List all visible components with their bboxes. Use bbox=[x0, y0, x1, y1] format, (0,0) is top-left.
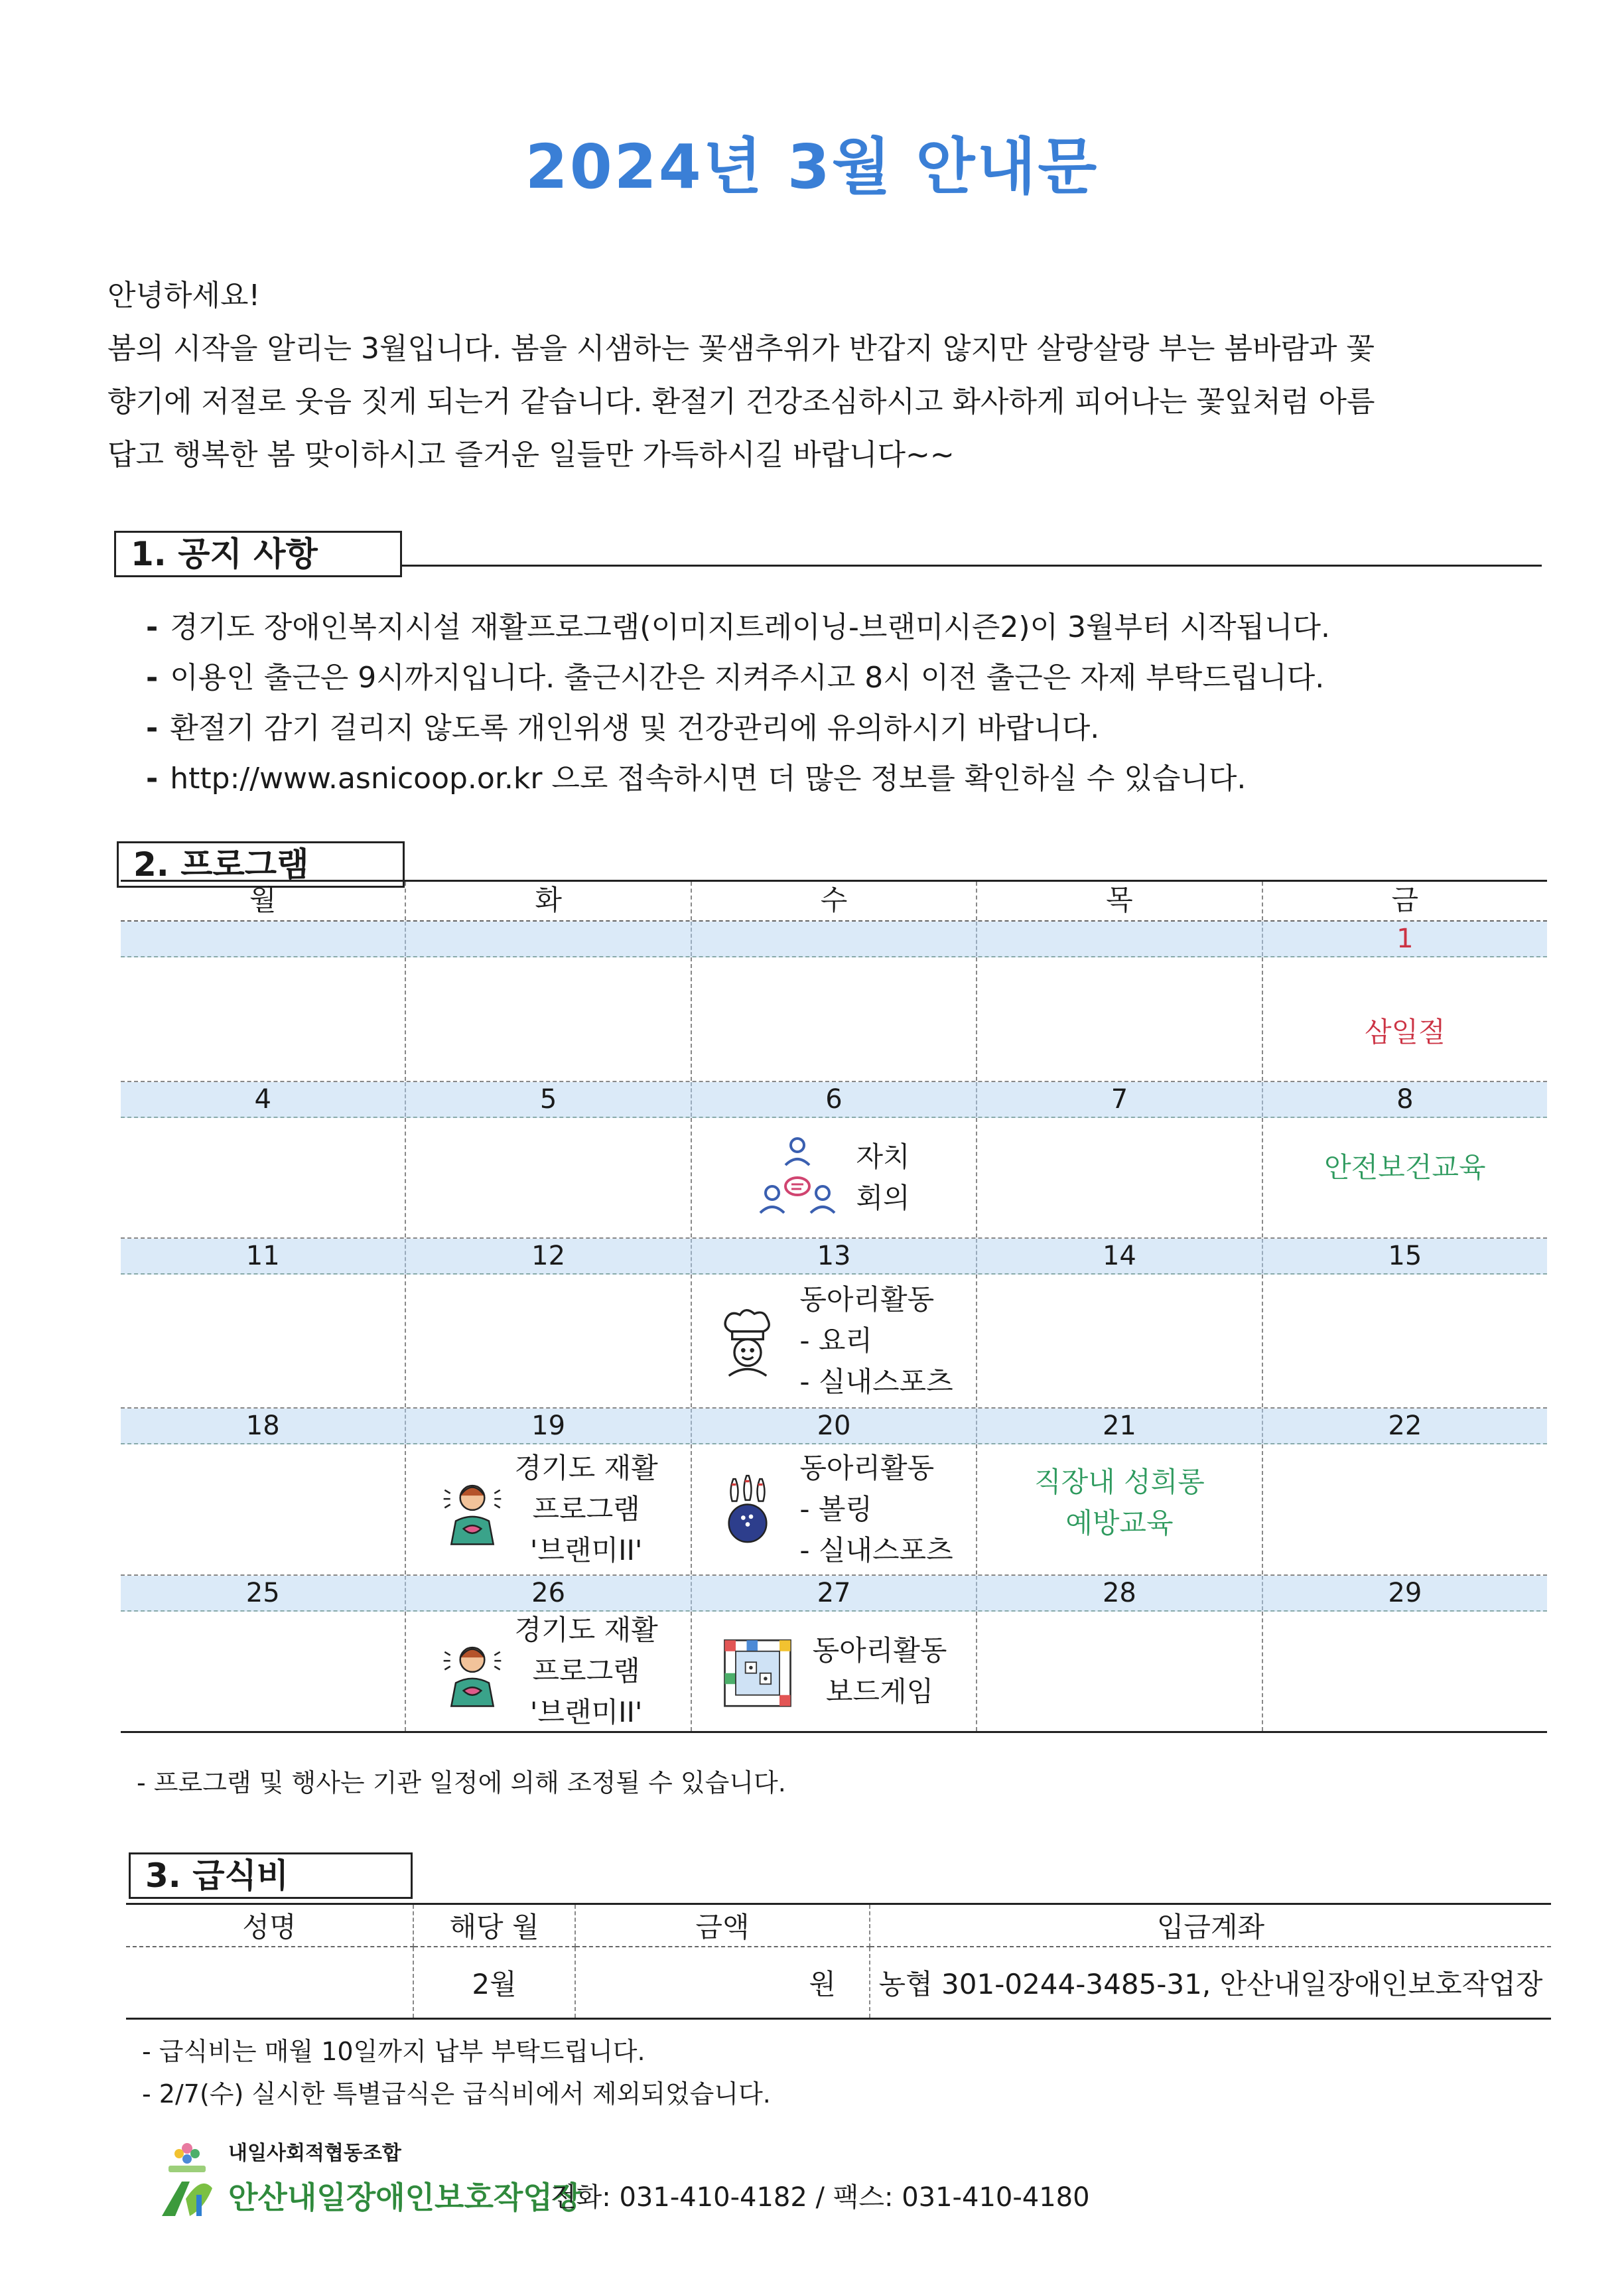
event-cell bbox=[406, 1118, 691, 1237]
program-heading: 2. 프로그램 bbox=[117, 841, 405, 888]
notice-item: - 경기도 장애인복지시설 재활프로그램(이미지트레이닝-브랜미시즌2)이 3월부터 시작됩니다. bbox=[146, 610, 1331, 644]
date-cell: 4 bbox=[121, 1082, 406, 1117]
organization-logo-icon bbox=[155, 2135, 219, 2221]
date-row bbox=[121, 1409, 1547, 1444]
holiday-label: 삼일절 bbox=[1364, 1016, 1446, 1048]
program-calendar bbox=[121, 880, 1547, 1733]
event-text: 자치 회의 bbox=[856, 1141, 910, 1214]
event-cell bbox=[692, 1118, 977, 1237]
date-row bbox=[121, 922, 1547, 957]
event-cell bbox=[692, 1444, 977, 1574]
program-note: - 프로그램 및 행사는 기관 일정에 의해 조정될 수 있습니다. bbox=[137, 1768, 786, 1797]
meeting-people-icon bbox=[758, 1135, 837, 1221]
cell-amount: 원 bbox=[575, 1947, 870, 2019]
date-cell: 21 bbox=[977, 1409, 1262, 1443]
event-text: 동아리활동 - 요리 - 실내스포츠 bbox=[799, 1283, 953, 1398]
date-cell: 13 bbox=[692, 1239, 977, 1273]
date-row bbox=[121, 1082, 1547, 1118]
event-text: 경기도 재활 프로그램 '브랜미II' bbox=[514, 1614, 658, 1728]
event-row bbox=[121, 1612, 1547, 1731]
date-cell: 20 bbox=[692, 1409, 977, 1443]
notice-item: - http://www.asnicoop.or.kr 으로 접속하시면 더 많은 정보를 확인하실 수 있습니다. bbox=[146, 762, 1247, 796]
calendar-week-4 bbox=[121, 1409, 1547, 1576]
notice-divider bbox=[402, 565, 1542, 567]
org-name: 안산내일장애인보호작업장 bbox=[228, 2180, 582, 2215]
calendar-week-2 bbox=[121, 1082, 1547, 1239]
harassment-education-label: 직장내 성희롱 예방교육 bbox=[1034, 1466, 1205, 1539]
intro-line-1: 봄의 시작을 알리는 3월입니다. 봄을 시샘하는 꽃샘추위가 반갑지 않지만 살랑살랑 부는 봄바람과 꽃 bbox=[107, 332, 1375, 366]
event-row bbox=[121, 957, 1547, 1081]
table-row bbox=[126, 1947, 1551, 2019]
event-cell bbox=[977, 957, 1262, 1081]
col-header-account: 입금계좌 bbox=[870, 1904, 1551, 1947]
event-cell bbox=[1263, 1444, 1547, 1574]
contact-info: 전화: 031-410-4182 / 팩스: 031-410-4180 bbox=[551, 2182, 1090, 2213]
date-cell: 18 bbox=[121, 1409, 406, 1443]
event-cell bbox=[977, 1444, 1262, 1574]
page-title: 2024년 3월 안내문 bbox=[525, 131, 1099, 202]
event-cell bbox=[121, 1275, 406, 1407]
date-cell bbox=[406, 922, 691, 956]
date-cell: 6 bbox=[692, 1082, 977, 1117]
event-row bbox=[121, 1118, 1547, 1237]
date-row bbox=[121, 1239, 1547, 1275]
event-cell bbox=[977, 1118, 1262, 1237]
date-cell: 25 bbox=[121, 1576, 406, 1610]
date-cell: 22 bbox=[1388, 1411, 1422, 1441]
event-cell bbox=[692, 957, 977, 1081]
meal-notes bbox=[142, 2030, 771, 2115]
event-row bbox=[121, 1444, 1547, 1574]
event-text: 경기도 재활 프로그램 '브랜미II' bbox=[514, 1452, 658, 1566]
meal-note: - 2/7(수) 실시한 특별급식은 급식비에서 제외되었습니다. bbox=[142, 2079, 771, 2109]
event-cell bbox=[692, 1612, 977, 1731]
event-cell bbox=[121, 1118, 406, 1237]
event-row bbox=[121, 1275, 1547, 1407]
event-cell bbox=[121, 1612, 406, 1731]
meal-note: - 급식비는 매월 10일까지 납부 부탁드립니다. bbox=[142, 2037, 645, 2066]
calendar-week-5 bbox=[121, 1576, 1547, 1733]
notice-heading: 1. 공지 사항 bbox=[114, 531, 402, 577]
event-cell bbox=[121, 957, 406, 1081]
date-cell: 19 bbox=[406, 1409, 691, 1443]
event-cell bbox=[121, 1444, 406, 1574]
date-cell bbox=[977, 922, 1262, 956]
weekday-fri: 금 bbox=[1391, 884, 1419, 916]
cell-account: 농협 301-0244-3485-31, 안산내일장애인보호작업장 bbox=[870, 1947, 1551, 2019]
event-cell bbox=[1263, 1612, 1547, 1731]
notice-item: - 환절기 감기 걸리지 않도록 개인위생 및 건강관리에 유의하시기 바랍니다. bbox=[146, 711, 1100, 745]
cell-name bbox=[126, 1947, 413, 2019]
brain-training-person-icon bbox=[439, 1466, 506, 1553]
event-cell bbox=[406, 1275, 691, 1407]
date-cell: 28 bbox=[977, 1576, 1262, 1610]
event-cell bbox=[1263, 957, 1547, 1081]
bowling-icon bbox=[714, 1466, 781, 1553]
date-cell: 15 bbox=[1388, 1241, 1422, 1271]
meal-fee-table bbox=[126, 1903, 1551, 2020]
brain-training-person-icon bbox=[439, 1628, 506, 1714]
event-text: 동아리활동 보드게임 bbox=[812, 1634, 947, 1708]
safety-education-label: 안전보건교육 bbox=[1324, 1151, 1486, 1184]
notice-list bbox=[146, 602, 1552, 804]
col-header-month: 해당 월 bbox=[413, 1904, 575, 1947]
weekday-thu: 목 bbox=[977, 882, 1262, 920]
cell-month: 2월 bbox=[413, 1947, 575, 2019]
weekday-wed: 수 bbox=[692, 882, 977, 920]
date-cell: 8 bbox=[1396, 1084, 1414, 1115]
intro-text bbox=[107, 269, 1534, 482]
col-header-name: 성명 bbox=[126, 1904, 413, 1947]
date-cell: 5 bbox=[406, 1082, 691, 1117]
event-cell bbox=[1263, 1275, 1547, 1407]
date-cell: 26 bbox=[406, 1576, 691, 1610]
website-link[interactable]: http://www.asnicoop.or.kr 으로 접속하시면 더 많은 정보를 확인하실 수 있습니다. bbox=[170, 762, 1247, 796]
board-game-icon bbox=[721, 1628, 794, 1714]
weekday-mon: 월 bbox=[121, 882, 406, 920]
date-cell: 14 bbox=[977, 1239, 1262, 1273]
notice-item: - 이용인 출근은 9시까지입니다. 출근시간은 지켜주시고 8시 이전 출근은 자제 부탁드립니다. bbox=[146, 661, 1325, 695]
event-cell bbox=[692, 1275, 977, 1407]
org-small-name: 내일사회적협동조합 bbox=[228, 2142, 401, 2165]
greeting: 안녕하세요! bbox=[107, 279, 261, 313]
col-header-amount: 금액 bbox=[575, 1904, 870, 1947]
meal-heading: 3. 급식비 bbox=[129, 1852, 413, 1899]
date-cell: 11 bbox=[121, 1239, 406, 1273]
footer bbox=[155, 2135, 1482, 2221]
calendar-week-1 bbox=[121, 922, 1547, 1082]
intro-line-2: 향기에 저절로 웃음 짓게 되는거 같습니다. 환절기 건강조심하시고 화사하게 피어나는 꽃잎처럼 아름 bbox=[107, 385, 1375, 419]
event-cell bbox=[406, 1612, 691, 1731]
event-cell bbox=[1263, 1118, 1547, 1237]
event-text: 동아리활동 - 볼링 - 실내스포츠 bbox=[799, 1452, 953, 1566]
chef-icon bbox=[714, 1298, 781, 1384]
date-cell: 1 bbox=[1396, 924, 1414, 954]
event-cell bbox=[977, 1612, 1262, 1731]
date-cell bbox=[121, 922, 406, 956]
date-row bbox=[121, 1576, 1547, 1612]
weekday-header bbox=[121, 880, 1547, 922]
date-cell bbox=[692, 922, 977, 956]
intro-line-3: 답고 행복한 봄 맞이하시고 즐거운 일들만 가득하시길 바랍니다~~ bbox=[107, 438, 955, 472]
date-cell: 29 bbox=[1388, 1578, 1422, 1608]
event-cell bbox=[406, 957, 691, 1081]
event-cell bbox=[977, 1275, 1262, 1407]
date-cell: 27 bbox=[692, 1576, 977, 1610]
calendar-week-3 bbox=[121, 1239, 1547, 1409]
weekday-tue: 화 bbox=[406, 882, 691, 920]
event-cell bbox=[406, 1444, 691, 1574]
date-cell: 7 bbox=[977, 1082, 1262, 1117]
date-cell: 12 bbox=[406, 1239, 691, 1273]
